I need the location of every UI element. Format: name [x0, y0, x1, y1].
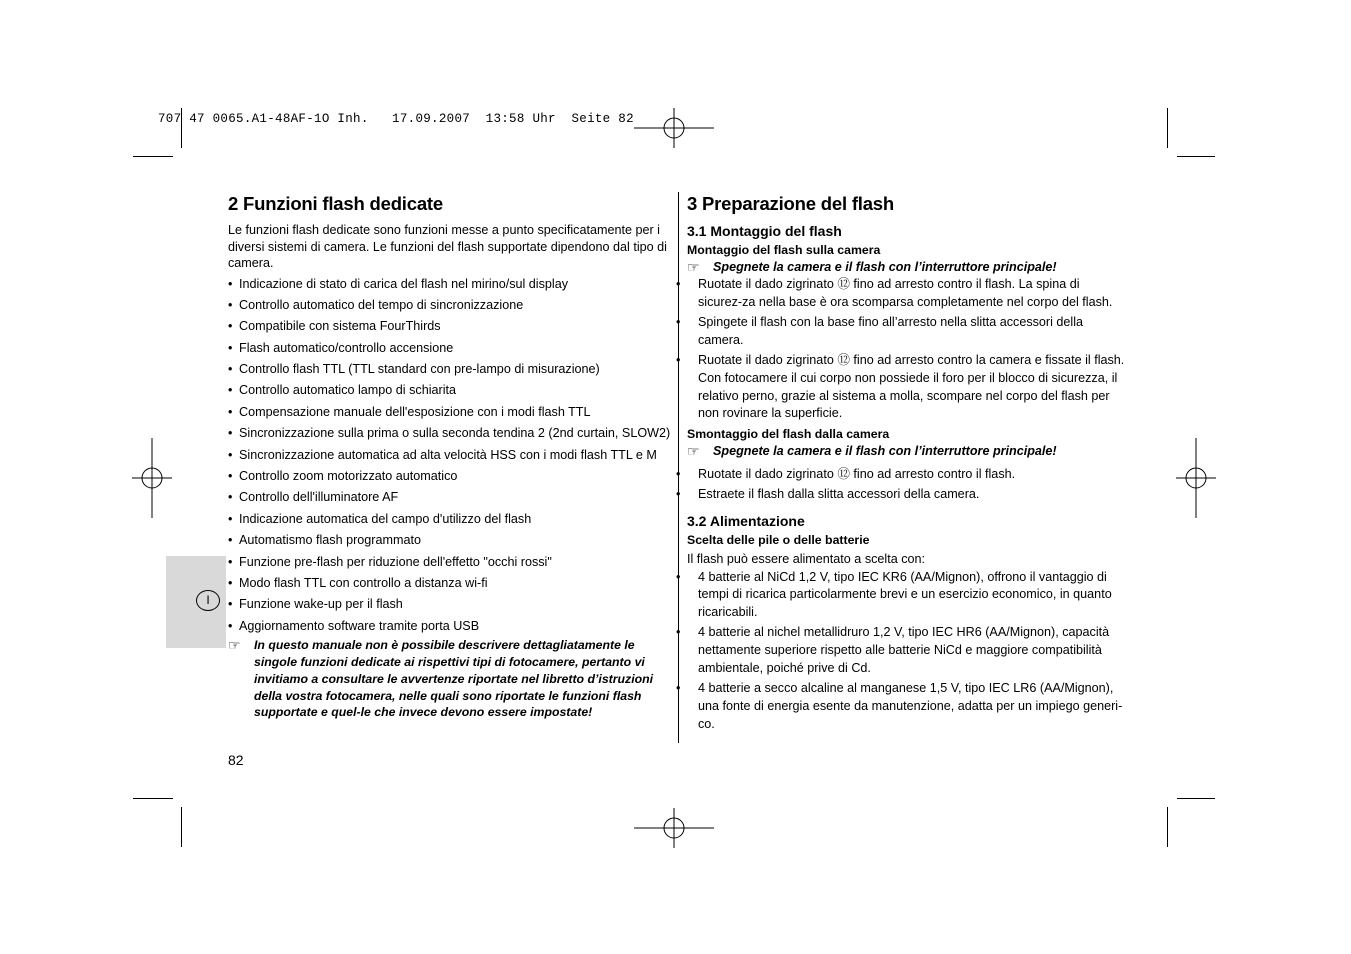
list-item: • Controllo dell'illuminatore AF [228, 490, 399, 505]
note-block [687, 443, 1127, 460]
instruction-list [676, 466, 1127, 504]
bullet: • [228, 575, 233, 590]
note-block [687, 259, 1127, 276]
bullet: • [228, 340, 233, 355]
crop-mark [1167, 108, 1168, 148]
bullet: • [228, 533, 233, 548]
list-item: • Sincronizzazione automatica ad alta velocità HSS con i modi flash TTL e M [228, 447, 657, 462]
bullet: • [228, 383, 233, 398]
list-item: • Spingete il flash con la base fino all’arresto nella slitta accessori della camera. [676, 314, 1084, 347]
feature-list [228, 276, 671, 635]
bullet: • [676, 352, 681, 367]
pointing-hand-icon: ☞ [687, 442, 700, 459]
bullet: • [228, 597, 233, 612]
bullet: • [228, 447, 233, 462]
note-block [228, 637, 668, 721]
note-text: Spegnete la camera e il flash con l’interruttore principale! [713, 443, 1057, 458]
bullet: • [228, 362, 233, 377]
bullet: • [676, 314, 681, 329]
subsection-heading: 3.2 Alimentazione [687, 512, 805, 529]
crop-mark [1177, 156, 1215, 157]
print-header: 707 47 0065.A1-48AF-1O Inh. 17.09.2007 13:58 Uhr Seite 82 [158, 112, 634, 126]
list-item: • Indicazione automatica del campo d'utilizzo del flash [228, 511, 532, 526]
bullet: • [676, 277, 681, 291]
section-title: 3 Preparazione del flash [687, 193, 895, 214]
bullet: • [228, 276, 233, 291]
section-title: 2 Funzioni flash dedicate [228, 193, 443, 214]
list-item: • 4 batterie a secco alcaline al manganese 1,5 V, tipo IEC LR6 (AA/Mignon), una fonte di energia esente da manutenzione, adatta per un impiego generi-co. [676, 681, 1123, 731]
bullet: • [228, 511, 233, 526]
list-item: • Ruotate il dado zigrinato ⑫ fino ad arresto contro la camera e fissate il flash. Con fotocamere il cui corpo non possiede il foro per il blocco di sicurezza, il relativo perno, grazie al sistema a molla, scompare nel corpo del flash per non rovinare la superficie. [676, 352, 1125, 421]
instruction-list [676, 276, 1127, 423]
sub-heading: Scelta delle pile o delle batterie [687, 532, 870, 547]
bullet: • [676, 466, 681, 481]
bullet: • [228, 404, 233, 419]
list-item: • Compatibile con sistema FourThirds [228, 319, 441, 334]
note-text: Spegnete la camera e il flash con l’interruttore principale! [713, 260, 1057, 274]
sub-heading: Montaggio del flash sulla camera [687, 243, 881, 257]
list-item: • Aggiornamento software tramite porta USB [228, 618, 480, 633]
list-item: • Modo flash TTL con controllo a distanza wi-fi [228, 575, 488, 590]
pointing-hand-icon: ☞ [687, 259, 700, 275]
list-item: • Controllo zoom motorizzato automatico [228, 469, 458, 484]
bullet: • [676, 681, 681, 696]
list-item: • Ruotate il dado zigrinato ⑫ fino ad arresto contro il flash. La spina di sicurez-za nella base è ora scomparsa completamente nel corpo del flash. [676, 277, 1113, 309]
pointing-hand-icon: ☞ [228, 637, 241, 654]
left-column [228, 192, 671, 721]
list-item: • Sincronizzazione sulla prima o sulla seconda tendina 2 (2nd curtain, SLOW2) [228, 426, 671, 441]
battery-list [676, 569, 1127, 734]
list-item: • Flash automatico/controllo accensione [228, 340, 454, 355]
subsection-heading: 3.1 Montaggio del flash [687, 223, 842, 239]
crop-mark [1167, 807, 1168, 847]
registration-mark-icon [634, 108, 714, 148]
bullet: • [676, 625, 681, 640]
list-item: • 4 batterie al NiCd 1,2 V, tipo IEC KR6 (AA/Mignon), offrono il vantaggio di tempi di ricarica particolarmente brevi e un esercizio economico, in quanto ricaricabili. [676, 569, 1112, 620]
crop-mark [133, 156, 173, 157]
registration-mark-icon [132, 438, 172, 518]
bullet: • [228, 618, 233, 633]
crop-mark [1177, 798, 1215, 799]
bullet: • [228, 319, 233, 334]
note-text: In questo manuale non è possibile descrivere dettagliatamente le singole funzioni dedicate ai rispettivi tipi di fotocamere, pertanto vi invitiamo a consultare le avvertenze riportate nel libretto d’istruzioni della vostra fotocamera, nelle quali sono riportate le funzioni flash supportate e quel-le che invece devono essere impostate! [254, 638, 654, 720]
registration-mark-icon [1176, 438, 1216, 518]
page-number: 82 [228, 752, 244, 768]
list-item: • Funzione pre-flash per riduzione dell'effetto "occhi rossi" [228, 554, 552, 569]
bullet: • [228, 297, 233, 312]
registration-mark-icon [634, 808, 714, 848]
bullet: • [676, 569, 681, 584]
bullet: • [228, 490, 233, 505]
list-item: • Funzione wake-up per il flash [228, 597, 403, 612]
bullet: • [228, 426, 233, 441]
language-tab-letter: I [196, 590, 220, 611]
list-item: • Compensazione manuale dell'esposizione con i modi flash TTL [228, 404, 591, 419]
list-item: • Controllo flash TTL (TTL standard con pre-lampo di misurazione) [228, 362, 600, 377]
list-item: • 4 batterie al nichel metallidruro 1,2 V, tipo IEC HR6 (AA/Mignon), capacità nettamente superiore rispetto alle batterie NiCd e maggiore compatibilità ambientale, poiché prive di Cd. [676, 625, 1110, 675]
bullet: • [228, 469, 233, 484]
paragraph: Il flash può essere alimentato a scelta con: [687, 551, 926, 566]
bullet: • [676, 486, 681, 501]
right-column [676, 192, 1127, 736]
list-item: • Controllo automatico del tempo di sincronizzazione [228, 297, 524, 312]
crop-mark [181, 807, 182, 847]
list-item: • Indicazione di stato di carica del flash nel mirino/sul display [228, 276, 569, 291]
intro-paragraph: Le funzioni flash dedicate sono funzioni messe a punto specificatamente per i diversi sistemi di camera. Le funzioni del flash supportate dipendono dal tipo di camera. [228, 223, 667, 270]
list-item: • Automatismo flash programmato [228, 533, 421, 548]
bullet: • [228, 554, 233, 569]
sub-heading: Smontaggio del flash dalla camera [687, 426, 890, 441]
list-item: • Controllo automatico lampo di schiarita [228, 383, 456, 398]
list-item: • Estraete il flash dalla slitta accessori della camera. [687, 486, 1127, 504]
crop-mark [133, 798, 173, 799]
list-item: • Ruotate il dado zigrinato ⑫ fino ad arresto contro il flash. [687, 466, 1127, 484]
